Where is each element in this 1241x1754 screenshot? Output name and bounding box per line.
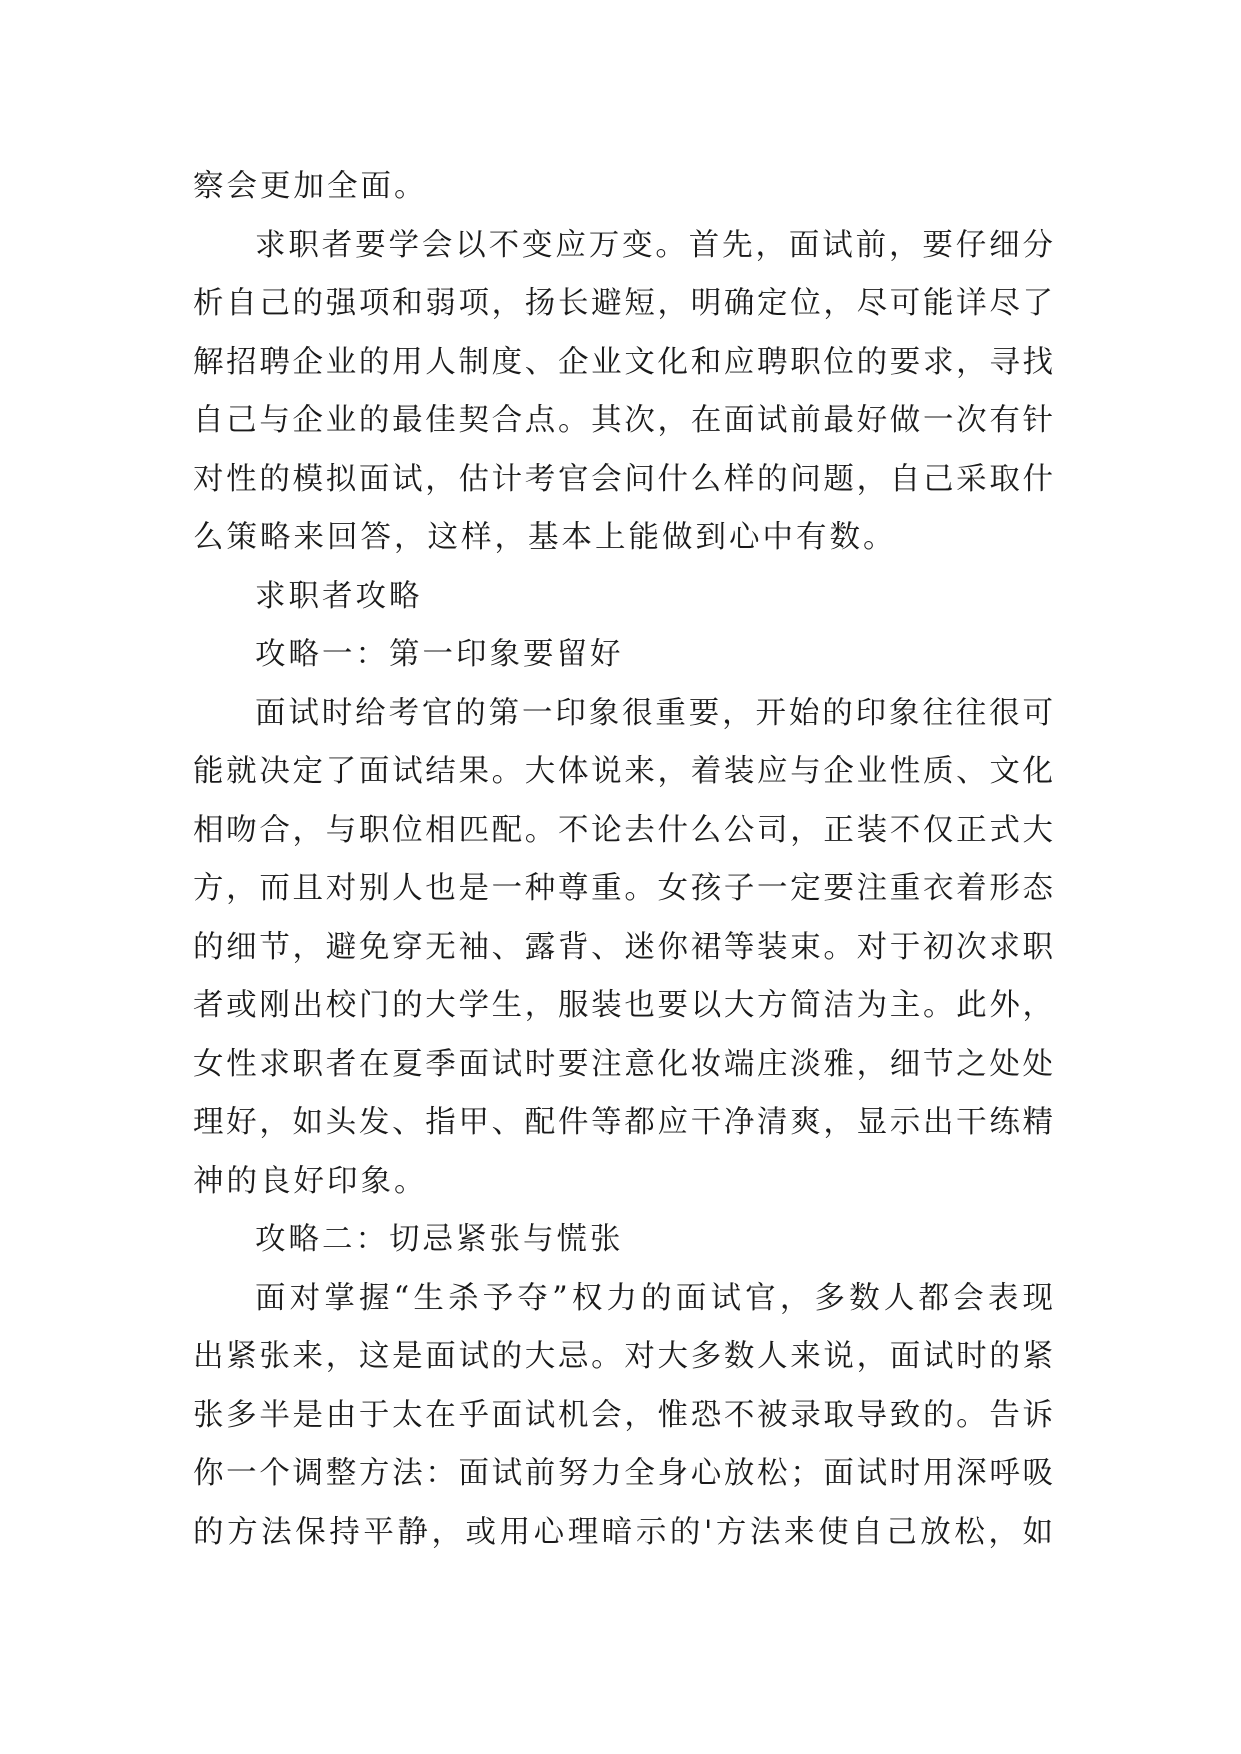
text-line: 女性求职者在夏季面试时要注意化妆端庄淡雅，细节之处处 (193, 1046, 1053, 1082)
text-line: 攻略二：切忌紧张与慌张 (255, 1222, 624, 1257)
text-line: 自己与企业的最佳契合点。其次，在面试前最好做一次有针 (193, 403, 1053, 438)
text-line: 么策略来回答，这样，基本上能做到心中有数。 (193, 520, 897, 555)
text-line: 你一个调整方法：面试前努力全身心放松；面试时用深呼吸 (193, 1456, 1053, 1491)
text-line: 神的良好印象。 (193, 1163, 428, 1199)
text-line: 理好，如头发、指甲、配件等都应干净清爽，显示出干练精 (193, 1105, 1053, 1140)
text-line: 解招聘企业的用人制度、企业文化和应聘职位的要求，寻找 (193, 344, 1053, 380)
text-line: 求职者要学会以不变应万变。首先，面试前，要仔细分 (255, 227, 1053, 263)
text-line: 对性的模拟面试，估计考官会问什么样的问题，自己采取什 (193, 461, 1053, 497)
text-line: 面对掌握“生杀予夺”权力的面试官，多数人都会表现 (255, 1280, 1053, 1316)
text-line: 攻略一：第一印象要留好 (255, 637, 624, 672)
text-line: 张多半是由于太在乎面试机会，惟恐不被录取导致的。告诉 (193, 1397, 1053, 1433)
text-line: 面试时给考官的第一印象很重要，开始的印象往往很可 (255, 695, 1053, 731)
text-line: 的方法保持平静，或用心理暗示的'方法来使自己放松，如 (193, 1514, 1053, 1550)
body-text (193, 158, 1053, 1562)
text-line: 出紧张来，这是面试的大忌。对大多数人来说，面试时的紧 (193, 1339, 1053, 1374)
text-line: 求职者攻略 (255, 578, 423, 614)
text-line: 相吻合，与职位相匹配。不论去什么公司，正装不仅正式大 (193, 812, 1053, 848)
text-line: 方，而且对别人也是一种尊重。女孩子一定要注重衣着形态 (193, 871, 1053, 906)
text-line: 者或刚出校门的大学生，服装也要以大方简洁为主。此外， (193, 988, 1053, 1023)
text-line: 析自己的强项和弱项，扬长避短，明确定位，尽可能详尽了 (193, 286, 1053, 321)
text-line: 察会更加全面。 (193, 169, 428, 204)
text-line: 能就决定了面试结果。大体说来，着装应与企业性质、文化 (193, 754, 1053, 789)
text-line: 的细节，避免穿无袖、露背、迷你裙等装束。对于初次求职 (193, 929, 1053, 965)
